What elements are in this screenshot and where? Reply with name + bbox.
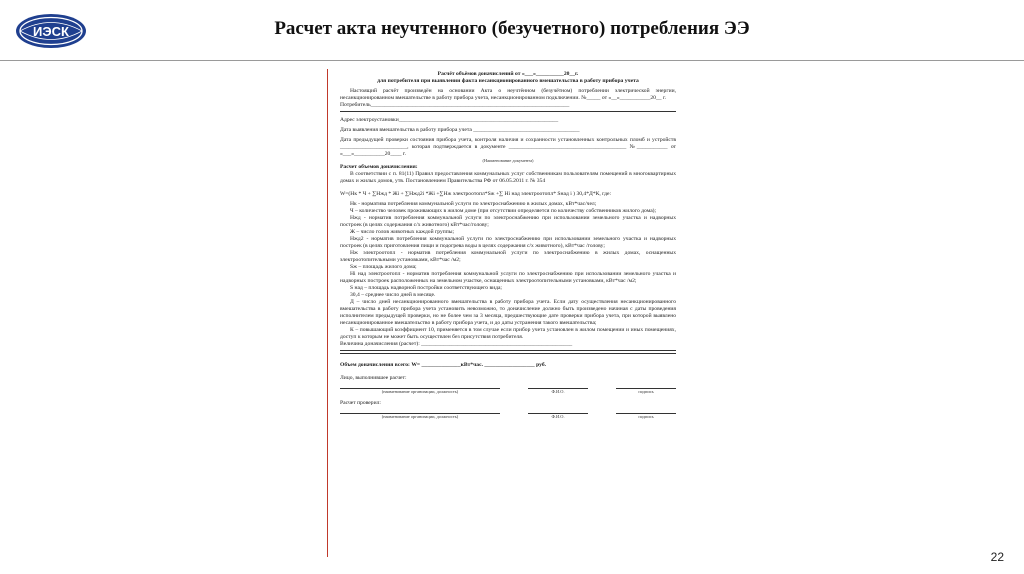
calc-label: Расчет объемов доначисления:	[340, 163, 418, 170]
total-field: Объем доначисления всего: W= ______________кВт*час. __________________ руб.	[340, 361, 547, 368]
page-number: 22	[990, 550, 1004, 564]
document-left-margin-line	[327, 69, 328, 557]
definition-item: Sж – площадь жилого дома;	[350, 263, 417, 270]
consumer-field: Потребитель_______________________________________________________________________	[340, 102, 570, 108]
definition-item: Ч – количество человек проживающих в жилом доме (при отсутствии определяется по количеству собственников жилого дома);	[350, 207, 657, 214]
document-intro: Настоящий расчёт произведён на основании Акта о неучтённом (безучётном) потреблении электрической энергии, несанкционированном вмешательстве в работу прибора учета, несанкционированном подключении. №_____ от «__»___________20__ г.	[340, 88, 676, 101]
doc-name-caption: (Наименование документа)	[482, 158, 534, 163]
definition-item: 30,4 – среднее число дней в месяце.	[350, 291, 436, 298]
definition-item: К – повышающий коэффициент 10, применяется в том случае если прибор учета установлен в жилом помещении и иных помещениях, доступ к которым не может быть осуществлен без присутствия потребителя.	[340, 326, 676, 340]
caption-fio: Ф.И.О.	[551, 414, 565, 419]
definition-item: Нi над электроотопл - норматив потребления коммунальной услуги по электроснабжению при использовании земельного участка и надворных построек расположенных на земельном участке, оснащенных электроотопительными установками, кВт*час /м2;	[340, 270, 676, 284]
violation-date-field: Дата выявления вмешательства в работу прибора учета ______________________________________	[340, 127, 580, 133]
performer-signature-row	[340, 382, 676, 395]
address-field: Адрес электроустановки_________________________________________________________	[340, 117, 559, 123]
definition-item: Нж электроотопл - норматив потребления коммунальной услуги по электроснабжению в жилых домах, оснащенных электроотопительными установками, кВт*час /м2;	[340, 249, 676, 263]
previous-check-field: Дата предыдущей проверки состояния прибора учета, контроля наличия и сохранности установленных контрольных пломб и устройств ________________________, которая подтверждается в документе __________________________________________ №___________ от «___»___________20____ г.	[340, 137, 676, 157]
logo-text: ИЭСК	[33, 24, 69, 39]
definition-item: Нк - норматива потребления коммунальной услуги по электроснабжению в жилых домах, кВт*час/чел;	[350, 200, 597, 207]
calc-value-field: Величина доначисления (расчет): ______________________________________________________	[340, 340, 573, 347]
checker-signature-row	[340, 407, 676, 420]
definition-item: Нжд - норматив потребления коммунальной услуги по электроснабжению при использовании земельного участка и надворных построек (в целях содержания с/х животного) кВт*час/голову;	[340, 214, 676, 228]
performer-label: Лицо, выполнившее расчет:	[340, 374, 407, 381]
checker-label: Расчет проверил:	[340, 400, 381, 406]
caption-sign: подпись	[638, 388, 654, 394]
definition-item: Нжд2 - норматив потребления коммунальной услуги по электроснабжению при использовании земельного участка и надворных построек (в целях приготовления пищи и подогрева воды в целях содержания с/х животного), кВт*час /голову;	[340, 235, 676, 249]
definition-item: Д – число дней несанкционированного вмешательства в работу прибора учета. Если дату осуществления несанкционированного вмешательства в работу прибора учета установить невозможно, то доначисление должно быть произведено начиная с даты проведения исполнителем предыдущей проверки, но не более чем за 3 месяца, предшествующие дате проверки прибора учета, при которой выявлено несанкционированное вмешательство в работу прибора учета, и до даты устранения такого вмешательства;	[340, 298, 676, 326]
caption-org: (наименование организации, должность)	[381, 388, 459, 394]
definition-item: Ж – число голов животных каждой группы;	[350, 228, 455, 235]
definition-item: S над – площадь надворной постройки соответствующего вида;	[350, 284, 502, 291]
caption-org: (наименование организации, должность)	[381, 414, 459, 419]
slide-title: Расчет акта неучтенного (безучетного) потребления ЭЭ	[274, 18, 750, 39]
legal-basis: В соответствии с п. 81(11) Правил предоставления коммунальных услуг собственникам пользователям помещений в многоквартирных домах и жилых домов, утв. Постановлением Правительства РФ от 06.05.2011 г. № 354	[340, 170, 676, 184]
document-title: Расчёт объёмов доначислений от «___»__________20__г.	[437, 71, 579, 77]
caption-fio: Ф.И.О.	[551, 388, 565, 394]
formula: W=(Нк * Ч + ∑Нжд * Жi + ∑Нжд2i *Жi +∑Нж электроотопл*Sж +∑ Нi над электроотопл* Sнад i ) 30,4*Д*К, где:	[340, 190, 612, 197]
document-scan	[327, 69, 679, 557]
caption-sign: подпись	[638, 414, 654, 419]
header-divider	[0, 60, 1024, 61]
document-subtitle: для потребителя при выявлении факта несанкционированного вмешательства в работу прибора учета	[377, 78, 639, 84]
